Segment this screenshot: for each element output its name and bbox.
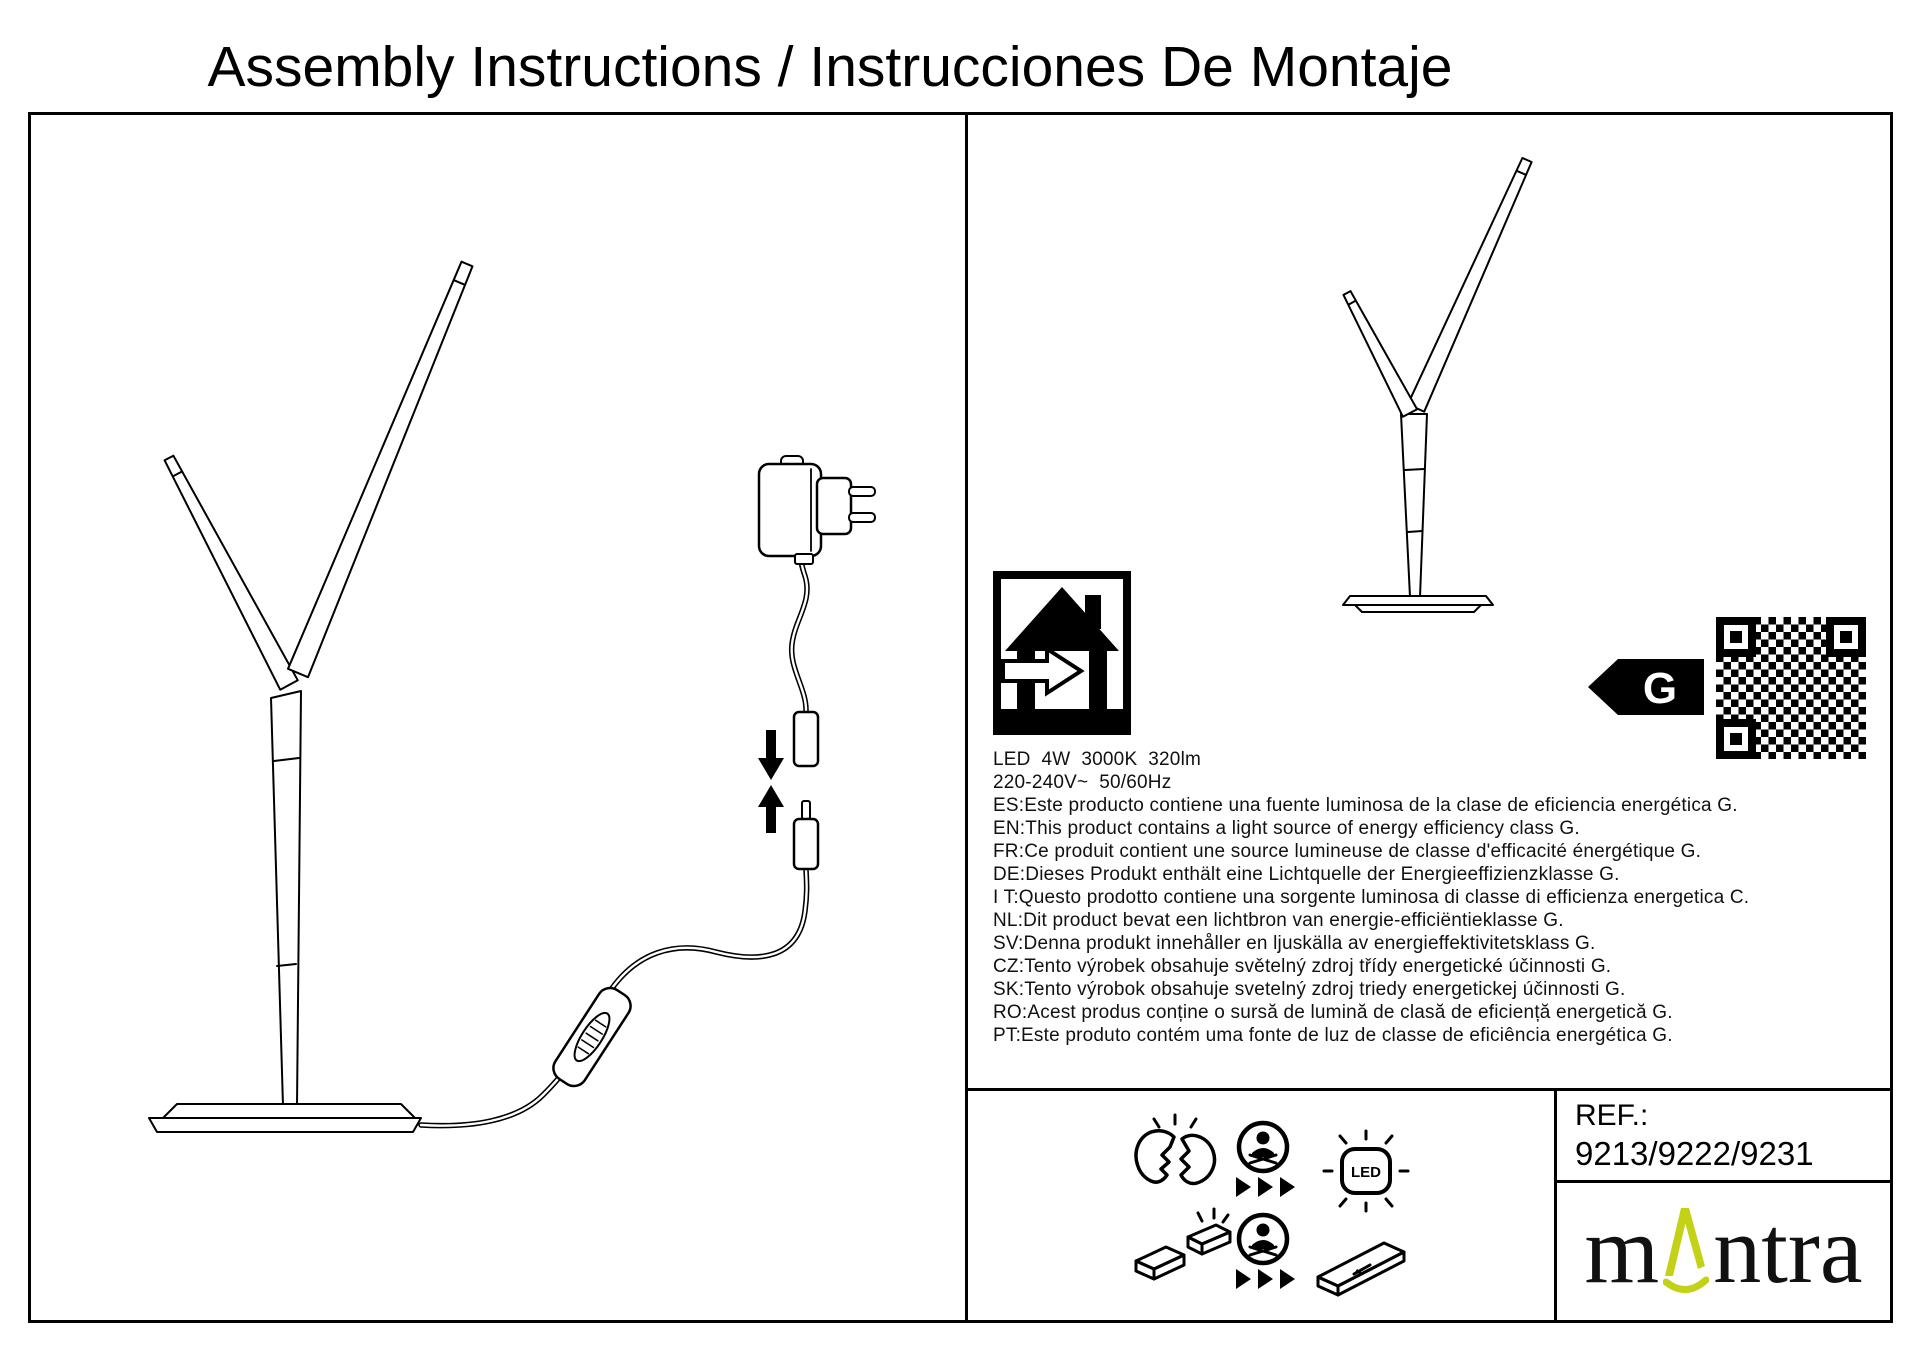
footer-strip	[968, 1088, 1890, 1320]
energy-class-arrow	[1586, 658, 1704, 716]
service-icons-area	[968, 1091, 1554, 1320]
lamp-front-view-drawing	[1333, 142, 1553, 622]
technician-icon	[1239, 1215, 1287, 1263]
efficiency-line: CZ:Tento výrobek obsahuje světelný zdroj třídy energetické účinnosti G.	[993, 956, 1612, 977]
broken-lamp-icon	[1136, 1115, 1214, 1184]
led-light-source-icon	[1324, 1131, 1408, 1211]
power-adapter	[759, 456, 875, 564]
lamp-base-bottom	[149, 1118, 421, 1132]
broken-driver-icon	[1136, 1209, 1230, 1279]
qr-finder-icon	[1826, 617, 1866, 657]
energy-efficiency-statements	[993, 794, 1883, 1047]
efficiency-line: SK:Tento výrobok obsahuje svetelný zdroj triedy energetickej účinnosti G.	[993, 979, 1626, 1000]
adapter-cable	[792, 558, 807, 712]
energy-class-letter: G	[1642, 664, 1678, 713]
qr-code	[1716, 617, 1866, 759]
power-spec-line: 220-240V~ 50/60Hz	[993, 772, 1172, 793]
page-title: Assembly Instructions / Instrucciones De Montaje	[207, 35, 1453, 99]
efficiency-line: ES:Este producto contiene una fuente luminosa de la clase de eficiencia energética G.	[993, 795, 1738, 816]
brand-box	[1557, 1183, 1890, 1317]
lamp-left-arm	[1344, 291, 1418, 417]
led-label: LED	[1351, 1164, 1381, 1181]
content-frame	[28, 112, 1893, 1323]
efficiency-line: DE:Dieses Produkt enthält eine Lichtquelle der Energieeffizienzklasse G.	[993, 864, 1620, 885]
lamp-stem	[1401, 414, 1427, 597]
lamp-side-view	[149, 262, 473, 1132]
brand-text-ntra: ntra	[1713, 1196, 1863, 1303]
connect-arrows	[758, 730, 784, 833]
lamp-left-arm	[165, 456, 298, 690]
ref-label: REF.:	[1575, 1099, 1649, 1132]
efficiency-line: RO:Acest produs conține o sursă de lumină de clasă de eficiență energetică G.	[993, 1002, 1673, 1023]
brand-lambda-icon	[1663, 1206, 1709, 1298]
efficiency-line: PT:Este produto contém uma fonte de luz de classe de eficiência energética G.	[993, 1025, 1673, 1046]
lamp-right-arm	[1408, 158, 1532, 412]
specifications-panel	[968, 115, 1890, 1320]
replacement-icons	[1118, 1109, 1418, 1309]
efficiency-line: EN:This product contains a light source of energy efficiency class G.	[993, 818, 1580, 839]
lamp-spec-line: LED 4W 3000K 320lm	[993, 749, 1202, 770]
ref-numbers: 9213/9222/9231	[1575, 1135, 1814, 1172]
arrows-icon	[1236, 1269, 1295, 1289]
technician-icon	[1239, 1123, 1287, 1171]
driver-module-icon	[1318, 1243, 1404, 1295]
table-lamp-assembly-drawing	[31, 115, 965, 1317]
efficiency-line: FR:Ce produit contient une source lumineuse de classe d'efficacité énergétique G.	[993, 841, 1702, 862]
arrows-icon	[1236, 1177, 1295, 1197]
efficiency-line: SV:Denna produkt innehåller en ljuskälla av energieffektivitetsklass G.	[993, 933, 1596, 954]
efficiency-line: I T:Questo prodotto contiene una sorgente luminosa di classe di efficienza energetica C.	[993, 887, 1750, 908]
cable-connector-female	[794, 712, 818, 766]
reference-and-brand	[1554, 1091, 1890, 1320]
lamp-base-top	[1343, 596, 1493, 605]
lamp-base-bottom	[1355, 605, 1481, 612]
brand-text-m: m	[1584, 1196, 1660, 1303]
reference-box	[1557, 1091, 1890, 1183]
indoor-use-icon	[993, 571, 1131, 735]
cable-connector-male	[794, 801, 818, 869]
inline-switch	[548, 983, 635, 1091]
spec-text-block	[993, 748, 1883, 1047]
lamp-base-top	[163, 1104, 415, 1118]
lamp-stem	[271, 691, 301, 1106]
lamp-right-arm	[288, 262, 473, 678]
mantra-logo	[1584, 1196, 1863, 1303]
assembly-diagram-panel	[31, 115, 968, 1320]
qr-finder-icon	[1716, 617, 1756, 657]
efficiency-line: NL:Dit product bevat een lichtbron van energie-efficiëntieklasse G.	[993, 910, 1564, 931]
